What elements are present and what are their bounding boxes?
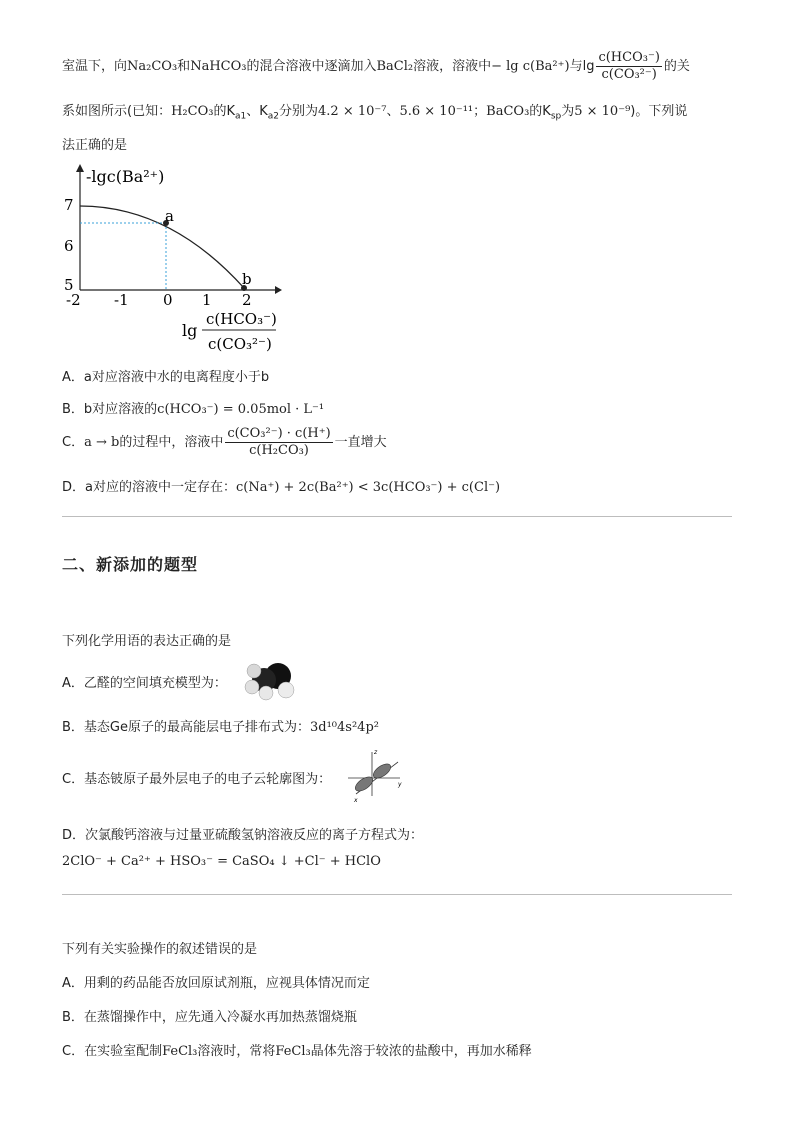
option-text: D．a对应的溶液中一定存在： [62, 480, 236, 495]
x-tick-label: 2 [242, 291, 252, 309]
q1-option-a[interactable]: A．a对应溶液中水的电离程度小于b [62, 370, 270, 385]
q3-option-c[interactable] [62, 1040, 532, 1059]
q1-option-d[interactable] [62, 476, 500, 495]
q1-option-c[interactable] [62, 426, 387, 459]
fraction-numerator: c(CO₃²⁻) · c(H⁺) [227, 426, 331, 441]
subscript: sp [550, 111, 562, 122]
x-tick-label: -2 [66, 291, 81, 309]
stem-text: 室温下，向 [62, 59, 128, 74]
acetaldehyde-space-filling-model-icon [240, 660, 298, 702]
option-expression: c(Na⁺) + 2c(Ba²⁺) < 3c(HCO₃⁻) + c(Cl⁻) [235, 480, 501, 495]
x-axis-label-prefix: lg [182, 321, 198, 340]
x-axis-label-numerator: c(HCO₃⁻) [206, 310, 277, 328]
y-tick-label: 6 [64, 237, 74, 255]
q2-option-d[interactable]: D．次氯酸钙溶液与过量亚硫酸氢钠溶液反应的离子方程式为： [62, 828, 424, 843]
ka-values: 4.2 × 10⁻⁷、5.6 × 10⁻¹¹ [318, 104, 474, 119]
stem-text: ； [473, 104, 487, 119]
option-text: C． [62, 435, 85, 450]
option-text: 的过程中，溶液中 [119, 435, 224, 450]
q2-option-c[interactable] [62, 768, 331, 787]
stem-text: )。下列说 [630, 104, 688, 119]
formula-nahco3: NaHCO₃ [190, 59, 247, 74]
q1-stem-line2 [62, 100, 687, 122]
q2-option-b[interactable] [62, 716, 379, 735]
stem-text: 分别为 [279, 104, 319, 119]
stem-text: 与lg [569, 59, 595, 74]
stem-text: 的K [529, 104, 551, 119]
axis-z-label: z [374, 749, 378, 756]
option-expression: 3d¹⁰4s²4p² [310, 720, 379, 735]
section-title: 二、新添加的题型 [62, 555, 199, 574]
stem-text: 的混合溶液中逐滴加入 [246, 59, 377, 74]
stem-text: 系如图所示(已知： [62, 104, 172, 119]
divider [62, 516, 732, 517]
option-text: A．乙醛的空间填充模型为： [62, 676, 227, 691]
q1-stem-line1 [62, 50, 690, 83]
fraction-denominator: c(CO₃²⁻) [601, 67, 657, 82]
q3-stem: 下列有关实验操作的叙述错误的是 [62, 942, 258, 957]
stem-text: 为 [561, 104, 575, 119]
option-expression: c(HCO₃⁻) = 0.05mol · L⁻¹ [157, 402, 325, 417]
subscript: a1 [234, 111, 247, 122]
option-fraction [225, 426, 332, 459]
x-tick-label: -1 [114, 291, 129, 309]
ksp-value: 5 × 10⁻⁹ [574, 104, 631, 119]
formula-bacl2: BaCl₂ [376, 59, 414, 74]
option-text: 溶液时，常将 [197, 1044, 276, 1059]
x-tick-label: 0 [163, 291, 173, 309]
stem-text: 和 [177, 59, 191, 74]
data-curve [80, 206, 244, 288]
option-text: C．在实验室配制 [62, 1044, 163, 1059]
y-tick-label: 5 [64, 276, 74, 294]
formula-fecl3: FeCl₃ [162, 1044, 198, 1059]
expr-neg-lg-ba: − lg c(Ba²⁺) [491, 59, 570, 74]
q3-option-b[interactable]: B．在蒸馏操作中，应先通入冷凝水再加热蒸馏烧瓶 [62, 1010, 357, 1025]
stem-text: 溶液，溶液中 [413, 59, 492, 74]
formula-h2co3: H₂CO₃ [171, 104, 214, 119]
subscript: a2 [267, 111, 280, 122]
divider [62, 894, 732, 895]
x-tick-label: 1 [202, 291, 212, 309]
fraction-numerator: c(HCO₃⁻) [598, 50, 660, 65]
axis-y-label: y [398, 781, 402, 788]
q2-option-a[interactable] [62, 672, 227, 691]
formula-fecl3: FeCl₃ [275, 1044, 311, 1059]
formula-baco3: BaCO₃ [486, 104, 530, 119]
stem-text: 的K [213, 104, 235, 119]
q2-option-d-equation: 2ClO⁻ + Ca²⁺ + HSO₃⁻ = CaSO₄ ↓ +Cl⁻ + HClO [62, 854, 381, 869]
x-axis-arrow [275, 286, 282, 294]
stem-fraction [596, 50, 661, 83]
formula-na2co3: Na₂CO₃ [127, 59, 178, 74]
option-text: 晶体先溶于较浓的盐酸中，再加水稀释 [310, 1044, 532, 1059]
y-axis-arrow [76, 164, 84, 172]
stem-text: 、K [246, 104, 268, 119]
q1-option-b[interactable] [62, 398, 324, 417]
option-text: 一直增大 [334, 435, 387, 450]
fraction-denominator: c(H₂CO₃) [249, 443, 309, 458]
q1-chart [60, 160, 290, 360]
point-a-label: a [165, 207, 174, 225]
stem-text: 的关 [663, 59, 690, 74]
option-text: C．基态铍原子最外层电子的电子云轮廓图为： [62, 772, 332, 787]
p-orbital-dumbbell-icon [342, 746, 406, 804]
q3-option-a[interactable]: A．用剩的药品能否放回原试剂瓶，应视具体情况而定 [62, 976, 370, 991]
y-axis-label: -lgc(Ba²⁺) [86, 167, 165, 186]
q1-stem-line3: 法正确的是 [62, 138, 128, 153]
option-expression: a → b [84, 435, 120, 450]
option-text: B．b对应溶液的 [62, 402, 158, 417]
y-tick-label: 7 [64, 196, 74, 214]
point-b-label: b [242, 270, 252, 288]
axis-x-label: x [354, 797, 358, 804]
option-text: B．基态Ge原子的最高能层电子排布式为： [62, 720, 310, 735]
x-axis-label-denominator: c(CO₃²⁻) [208, 335, 272, 353]
q2-stem: 下列化学用语的表达正确的是 [62, 634, 232, 649]
